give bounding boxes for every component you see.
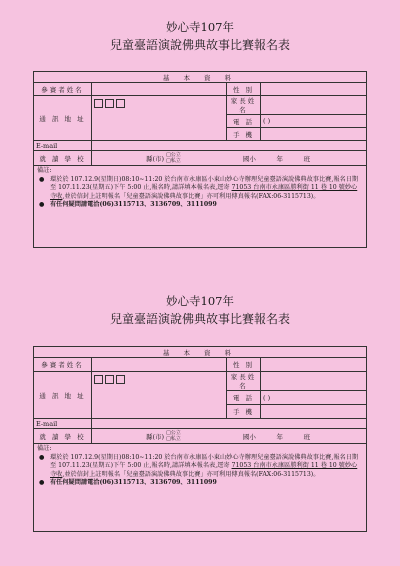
section-header: 基 本 資 料 [34, 72, 367, 83]
form-title-year: 妙心寺107年 [166, 294, 234, 308]
form-table-1 [33, 71, 367, 248]
mail-address: 71053 台南市永康區勝利街 11 巷 10 號妙心寺收 [50, 184, 358, 200]
name-label: 參賽者姓名 [34, 358, 92, 372]
school-type-public[interactable]: □公立 [166, 430, 181, 436]
registration-form-1 [0, 20, 400, 53]
parent-label: 家長姓名 [227, 96, 261, 115]
mobile-field[interactable] [261, 128, 367, 141]
phone-field[interactable] [261, 391, 367, 405]
gender-field[interactable] [261, 83, 367, 96]
school-type-private[interactable]: □私立 [166, 158, 181, 164]
phone-field[interactable] [261, 115, 367, 128]
school-type[interactable] [166, 430, 181, 442]
note-item: ● 環於於 107.12.9(星期日)08:10~11:20 於台南市永康區小東山妙心寺辦理兒童臺語演說佛典故事比賽,報名日期至 107.11.23(星期五)下午 5:00 止,報名時,請詳填本報名表,逕寄 71053 台南市永康區勝利街 11 巷 10 號妙心寺收,並於信封上註明報名「兒童臺語演說佛典故事比賽」亦可利用傳真報名(FAX:06-3115713)。 [39, 453, 359, 478]
phone-area-code: ( ) [263, 117, 271, 125]
phone-label: 電 話 [227, 115, 261, 128]
address-field[interactable] [92, 372, 227, 419]
bullet-icon: ● [39, 201, 45, 209]
school-field[interactable] [92, 151, 367, 166]
note-item: ● 環於於 107.12.9(星期日)08:10~11:20 於台南市永康區小東山妙心寺辦理兒童臺語演說佛典故事比賽,報名日期至 107.11.23(星期五)下午 5:00 止,報名時,請詳填本報名表,逕寄 71053 台南市永康區勝利街 11 巷 10 號妙心寺收,並於信封上註明報名「兒童臺語演說佛典故事比賽」亦可利用傳真報名(FAX:06-3115713)。 [39, 175, 359, 200]
notes-section [34, 444, 367, 532]
form-title-year: 妙心寺107年 [166, 20, 234, 34]
grade-class: 國小 年 班 [242, 432, 311, 441]
name-field[interactable] [92, 83, 227, 96]
parent-label: 家長姓名 [227, 372, 261, 391]
parent-field[interactable] [261, 96, 367, 115]
bullet-icon: ● [39, 453, 45, 461]
school-type[interactable] [166, 152, 181, 164]
email-field[interactable] [92, 141, 367, 151]
grade-class: 國小 年 班 [242, 154, 311, 163]
bullet-icon: ● [39, 175, 45, 183]
address-label: 通 訊 地 址 [34, 96, 92, 141]
name-label: 參賽者姓名 [34, 83, 92, 96]
postal-code-boxes[interactable] [94, 99, 125, 108]
school-type-public[interactable]: □公立 [166, 152, 181, 158]
mobile-field[interactable] [261, 405, 367, 419]
gender-label: 性 別 [227, 83, 261, 96]
address-field[interactable] [92, 96, 227, 141]
note-item: ● 有任何疑問請電洽(06)3115713、3136709、3111099 [39, 201, 217, 209]
phone-label: 電 話 [227, 391, 261, 405]
school-county: 縣(市) [146, 154, 165, 163]
parent-field[interactable] [261, 372, 367, 391]
email-field[interactable] [92, 419, 367, 429]
phone-area-code: ( ) [263, 393, 271, 402]
form-title: 兒童臺語演說佛典故事比賽報名表 [109, 38, 290, 52]
registration-form-2 [0, 294, 400, 327]
mobile-label: 手 機 [227, 405, 261, 419]
notes-label: 備註: [37, 445, 52, 452]
postal-code-boxes[interactable] [94, 375, 125, 384]
school-county: 縣(市) [146, 432, 165, 441]
mail-address: 71053 台南市永康區勝利街 11 巷 10 號妙心寺收 [50, 462, 358, 478]
notes-section [34, 166, 367, 248]
notes-label: 備註: [37, 167, 52, 174]
school-type-private[interactable]: □私立 [166, 436, 181, 442]
section-header: 基 本 資 料 [34, 347, 367, 358]
gender-label: 性 別 [227, 358, 261, 372]
address-label: 通 訊 地 址 [34, 372, 92, 419]
name-field[interactable] [92, 358, 227, 372]
school-label: 就 讀 學 校 [34, 151, 92, 166]
form-table-2 [33, 346, 367, 532]
form-title: 兒童臺語演說佛典故事比賽報名表 [109, 312, 290, 326]
email-label: E-mail [34, 419, 92, 429]
bullet-icon: ● [39, 479, 45, 487]
mobile-label: 手 機 [227, 128, 261, 141]
school-label: 就 讀 學 校 [34, 429, 92, 444]
gender-field[interactable] [261, 358, 367, 372]
email-label: E-mail [34, 141, 92, 151]
note-item: ● 有任何疑問請電洽(06)3115713、3136709、3111099 [39, 479, 217, 487]
school-field[interactable] [92, 429, 367, 444]
